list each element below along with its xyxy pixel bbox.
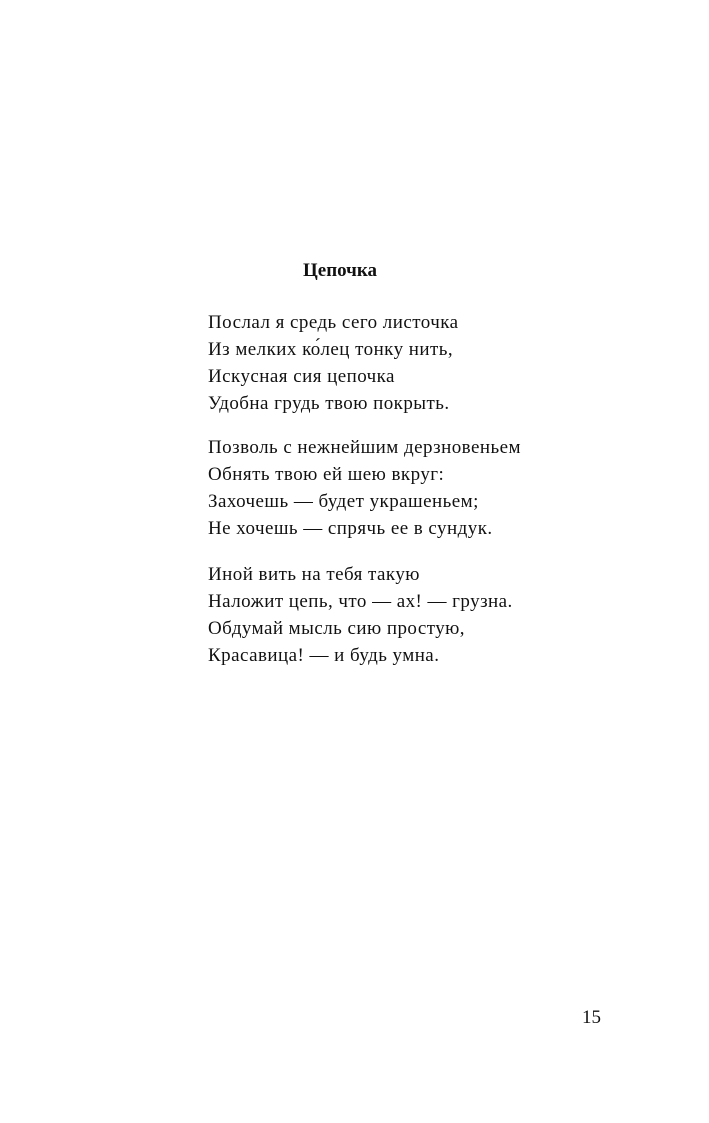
poem-line: Удобна грудь твою покрыть. xyxy=(208,393,450,414)
poem-title: Цепочка xyxy=(303,260,378,281)
poem-line: Не хочешь — спрячь ее в сундук. xyxy=(208,518,493,539)
poem-line: Обдумай мысль сию простую, xyxy=(208,618,466,639)
poem-line: Иной вить на тебя такую xyxy=(208,564,420,585)
poem-line: Искусная сия цепочка xyxy=(208,366,395,387)
poem-line: Захочешь — будет украшеньем; xyxy=(208,491,479,512)
stanza-1 xyxy=(208,309,628,417)
poem-line: Послал я средь сего листочка xyxy=(208,312,459,333)
poem-line: Позволь с нежнейшим дерзновеньем xyxy=(208,437,521,458)
poem-line: Красавица! — и будь умна. xyxy=(208,645,440,666)
stanza-2 xyxy=(208,434,628,542)
stanza-3 xyxy=(208,561,628,669)
poem-line: Из мелких ко́лец тонку нить, xyxy=(208,339,454,360)
poem-line: Обнять твою ей шею вкруг: xyxy=(208,464,445,485)
page-number: 15 xyxy=(582,1007,601,1028)
poem-line: Наложит цепь, что — ах! — грузна. xyxy=(208,591,513,612)
